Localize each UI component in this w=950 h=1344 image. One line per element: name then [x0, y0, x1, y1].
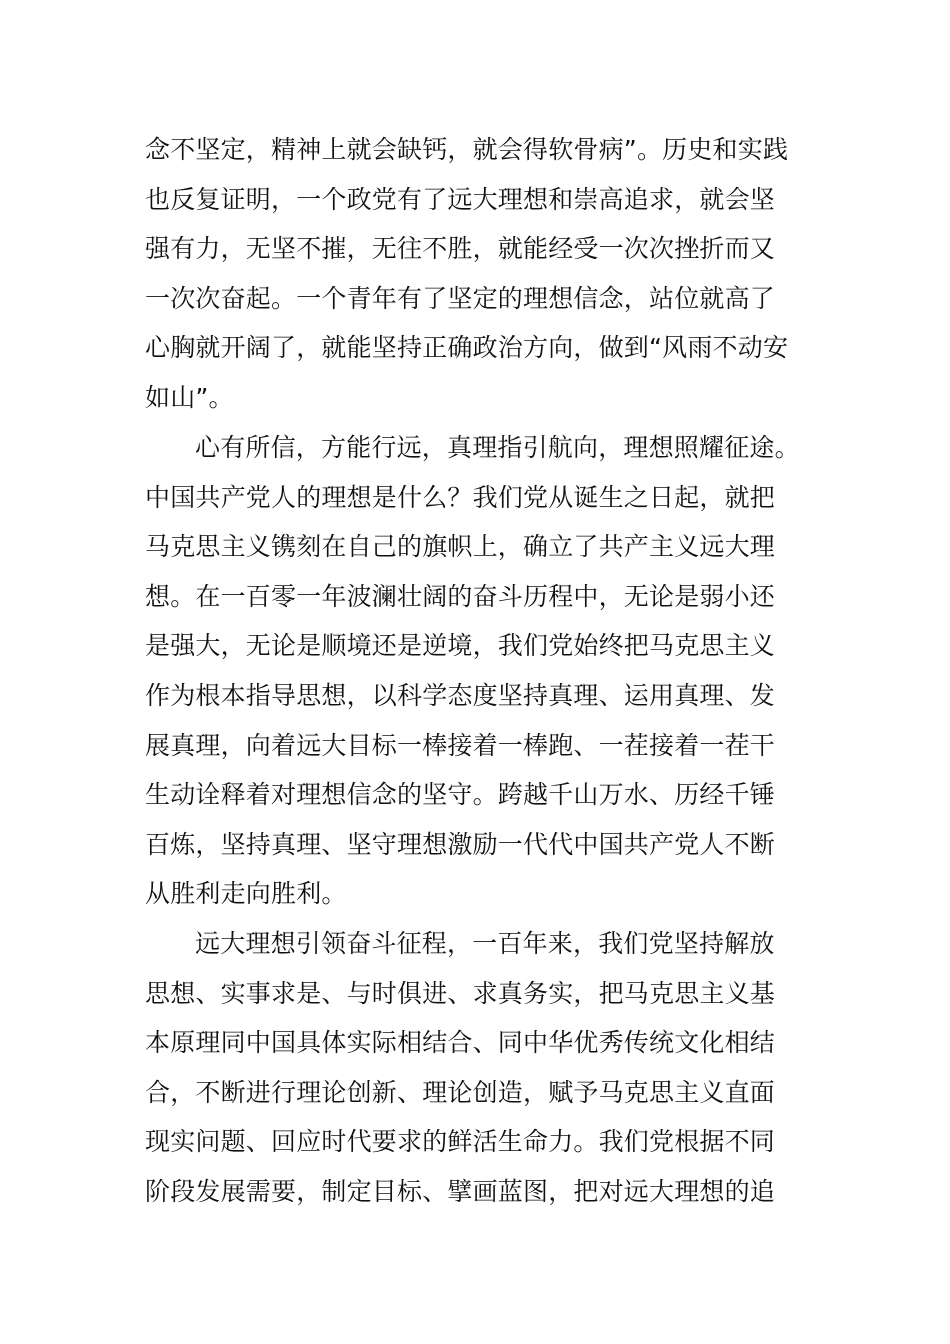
text-line: 中国共产党人的理想是什么？我们党从诞生之日起，就把	[145, 483, 776, 512]
text-line: 是强大，无论是顺境还是逆境，我们党始终把马克思主义	[145, 631, 776, 660]
text-line: 想。在一百零一年波澜壮阔的奋斗历程中，无论是弱小还	[145, 582, 776, 611]
text-line: 念不坚定，精神上就会缺钙，就会得软骨病”。历史和实践	[145, 135, 789, 164]
text-line: 思想、实事求是、与时俱进、求真务实，把马克思主义基	[145, 979, 776, 1008]
text-line: 马克思主义镌刻在自己的旗帜上，确立了共产主义远大理	[145, 532, 776, 561]
text-line: 一次次奋起。一个青年有了坚定的理想信念，站位就高了	[145, 284, 776, 313]
text-line: 生动诠释着对理想信念的坚守。跨越千山万水、历经千锤	[145, 780, 776, 809]
text-line: 远大理想引领奋斗征程，一百年来，我们党坚持解放	[195, 929, 775, 958]
text-line: 心胸就开阔了，就能坚持正确政治方向，做到“风雨不动安	[145, 333, 789, 362]
text-line: 展真理，向着远大目标一棒接着一棒跑、一茬接着一茬干	[145, 731, 776, 760]
text-line: 合，不断进行理论创新、理论创造，赋予马克思主义直面	[145, 1078, 776, 1107]
text-line: 心有所信，方能行远，真理指引航向，理想照耀征途。	[195, 433, 800, 462]
text-line: 如山”。	[145, 383, 234, 412]
text-line: 百炼，坚持真理、坚守理想激励一代代中国共产党人不断	[145, 830, 776, 859]
text-line: 现实问题、回应时代要求的鲜活生命力。我们党根据不同	[145, 1127, 776, 1156]
text-line: 从胜利走向胜利。	[145, 879, 347, 908]
text-line: 也反复证明，一个政党有了远大理想和崇高追求，就会坚	[145, 185, 776, 214]
text-line: 本原理同中国具体实际相结合、同中华优秀传统文化相结	[145, 1028, 776, 1057]
text-line: 作为根本指导思想，以科学态度坚持真理、运用真理、发	[145, 681, 776, 710]
text-line: 强有力，无坚不摧，无往不胜，就能经受一次次挫折而又	[145, 234, 776, 263]
text-line: 阶段发展需要，制定目标、擘画蓝图，把对远大理想的追	[145, 1177, 776, 1206]
